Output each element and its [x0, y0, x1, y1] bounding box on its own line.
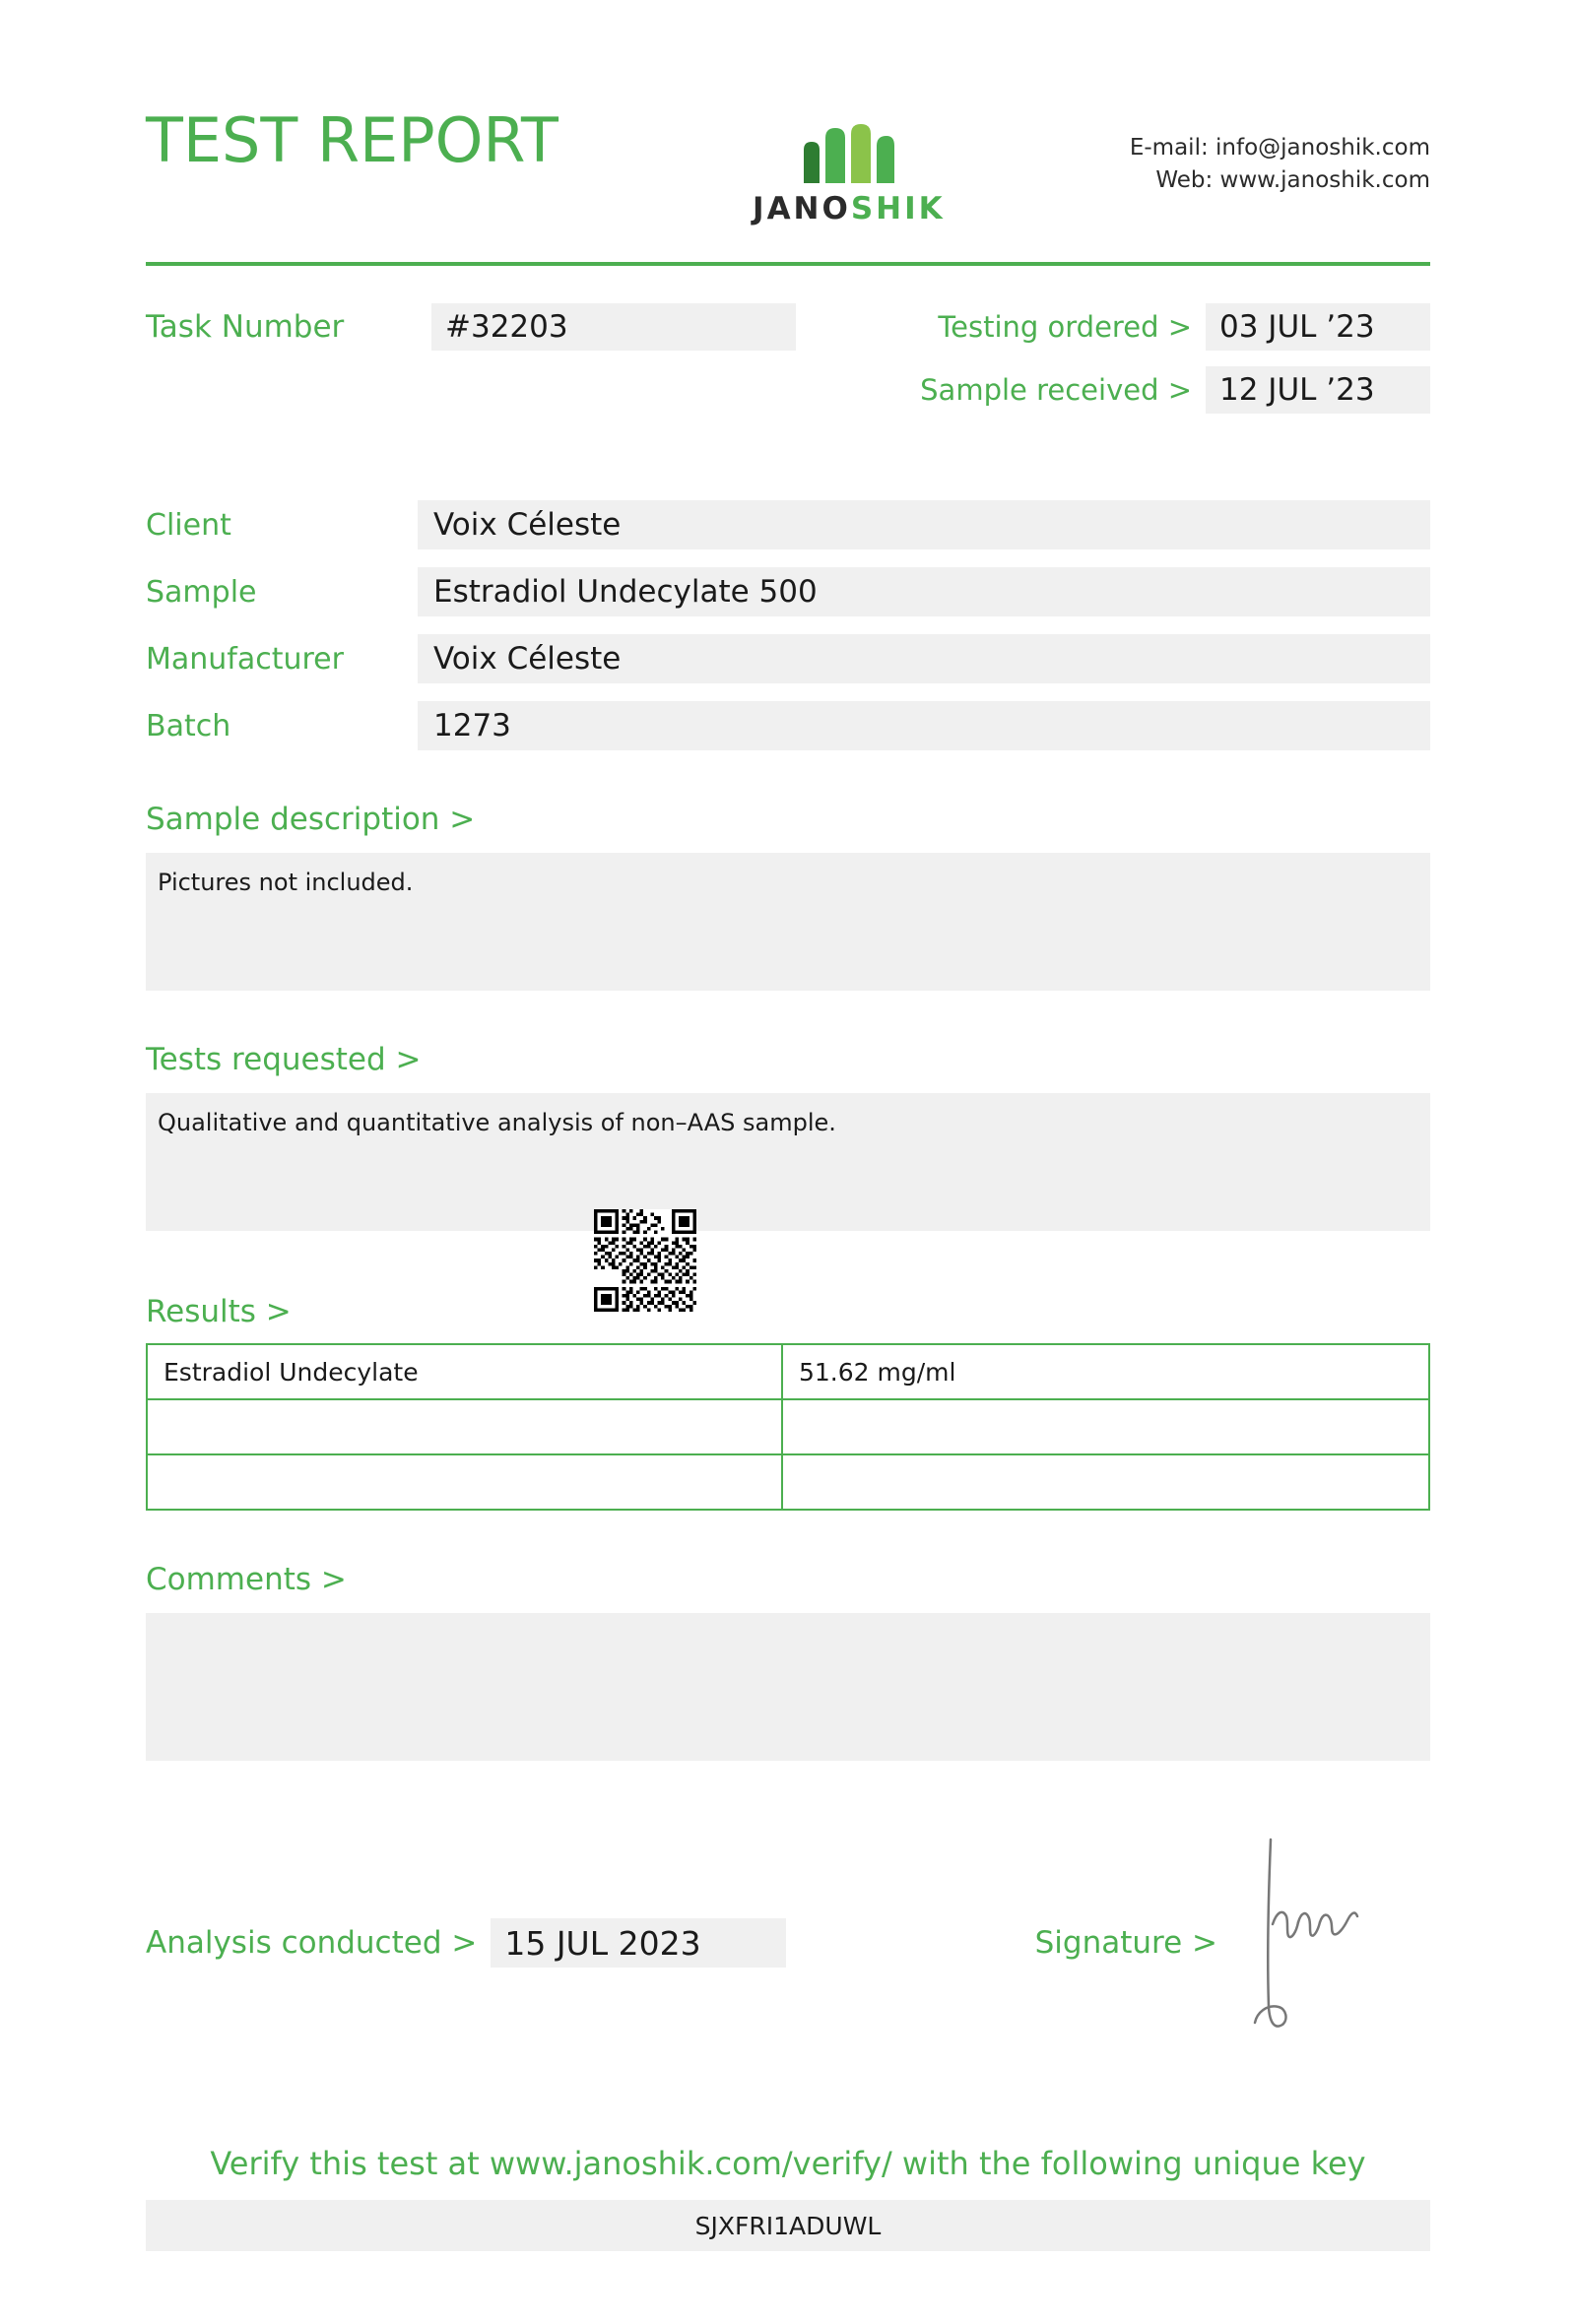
verify-text: Verify this test at www.janoshik.com/verify/ with the following unique key	[210, 2145, 1366, 2182]
signature-group	[1035, 1849, 1371, 2036]
task-number-value: #32203	[431, 303, 796, 351]
results-table	[146, 1343, 1430, 1511]
testing-ordered-label: Testing ordered >	[938, 310, 1192, 344]
info-label-manufacturer: Manufacturer	[146, 641, 344, 677]
info-value-client: Voix Céleste	[418, 500, 1430, 549]
sample-received-value: 12 JUL ’23	[1206, 366, 1430, 414]
info-row-batch	[146, 701, 1430, 750]
janoshik-logo	[753, 124, 946, 226]
unique-key-box: SJXFRI1ADUWL	[146, 2200, 1430, 2251]
info-row-client	[146, 500, 1430, 549]
results-title: Results >	[146, 1294, 292, 1329]
testing-ordered-value: 03 JUL ’23	[1206, 303, 1430, 351]
qr-code-icon	[594, 1209, 696, 1312]
sample-description-box	[146, 853, 1430, 991]
header-divider	[146, 262, 1430, 266]
info-value-manufacturer: Voix Céleste	[418, 634, 1430, 683]
info-row-sample	[146, 567, 1430, 616]
table-row	[147, 1344, 1429, 1399]
info-label-sample: Sample	[146, 574, 257, 610]
comments-box	[146, 1613, 1430, 1761]
info-row-manufacturer	[146, 634, 1430, 683]
task-number-group	[146, 303, 796, 351]
analysis-conducted-group	[146, 1918, 786, 1968]
tests-requested-title: Tests requested >	[146, 1042, 422, 1077]
result-name: Estradiol Undecylate	[147, 1344, 782, 1399]
tests-requested-box	[146, 1093, 1430, 1231]
report-header	[146, 0, 1430, 226]
sample-description-text: Pictures not included.	[158, 869, 414, 896]
logo-word-dark: JANO	[753, 191, 851, 226]
info-value-sample: Estradiol Undecylate 500	[418, 567, 1430, 616]
comments-title: Comments >	[146, 1562, 347, 1597]
info-label-client: Client	[146, 507, 231, 543]
sample-received-row	[920, 366, 1430, 414]
analysis-signature-row	[146, 1849, 1430, 2036]
signature-image	[1243, 1830, 1371, 2036]
signature-label: Signature >	[1034, 1925, 1217, 1961]
info-label-batch: Batch	[146, 708, 231, 743]
task-row	[146, 303, 1430, 414]
table-row	[147, 1399, 1429, 1454]
sample-info-table	[146, 500, 1430, 750]
info-value-batch: 1273	[418, 701, 1430, 750]
contact-info	[1130, 110, 1430, 198]
result-name	[147, 1454, 782, 1510]
analysis-conducted-label: Analysis conducted >	[146, 1925, 478, 1961]
result-value: 51.62 mg/ml	[782, 1344, 1429, 1399]
result-name	[147, 1399, 782, 1454]
results-header	[146, 1266, 1430, 1329]
sample-description-title: Sample description >	[146, 802, 476, 837]
logo-wordmark	[753, 191, 946, 226]
logo-word-green: SHIK	[850, 191, 946, 226]
result-value	[782, 1454, 1429, 1510]
sample-received-label: Sample received >	[920, 373, 1192, 407]
testing-ordered-row	[938, 303, 1430, 351]
page-title: TEST REPORT	[146, 104, 558, 176]
logo-mark-icon	[796, 124, 902, 185]
result-value	[782, 1399, 1429, 1454]
dates-group	[920, 303, 1430, 414]
task-number-label: Task Number	[146, 309, 345, 345]
contact-web: Web: www.janoshik.com	[1155, 167, 1430, 194]
tests-requested-text: Qualitative and quantitative analysis of non–AAS sample.	[158, 1109, 836, 1136]
table-row	[147, 1454, 1429, 1510]
contact-email: E-mail: info@janoshik.com	[1129, 135, 1430, 161]
analysis-conducted-value: 15 JUL 2023	[491, 1918, 786, 1968]
